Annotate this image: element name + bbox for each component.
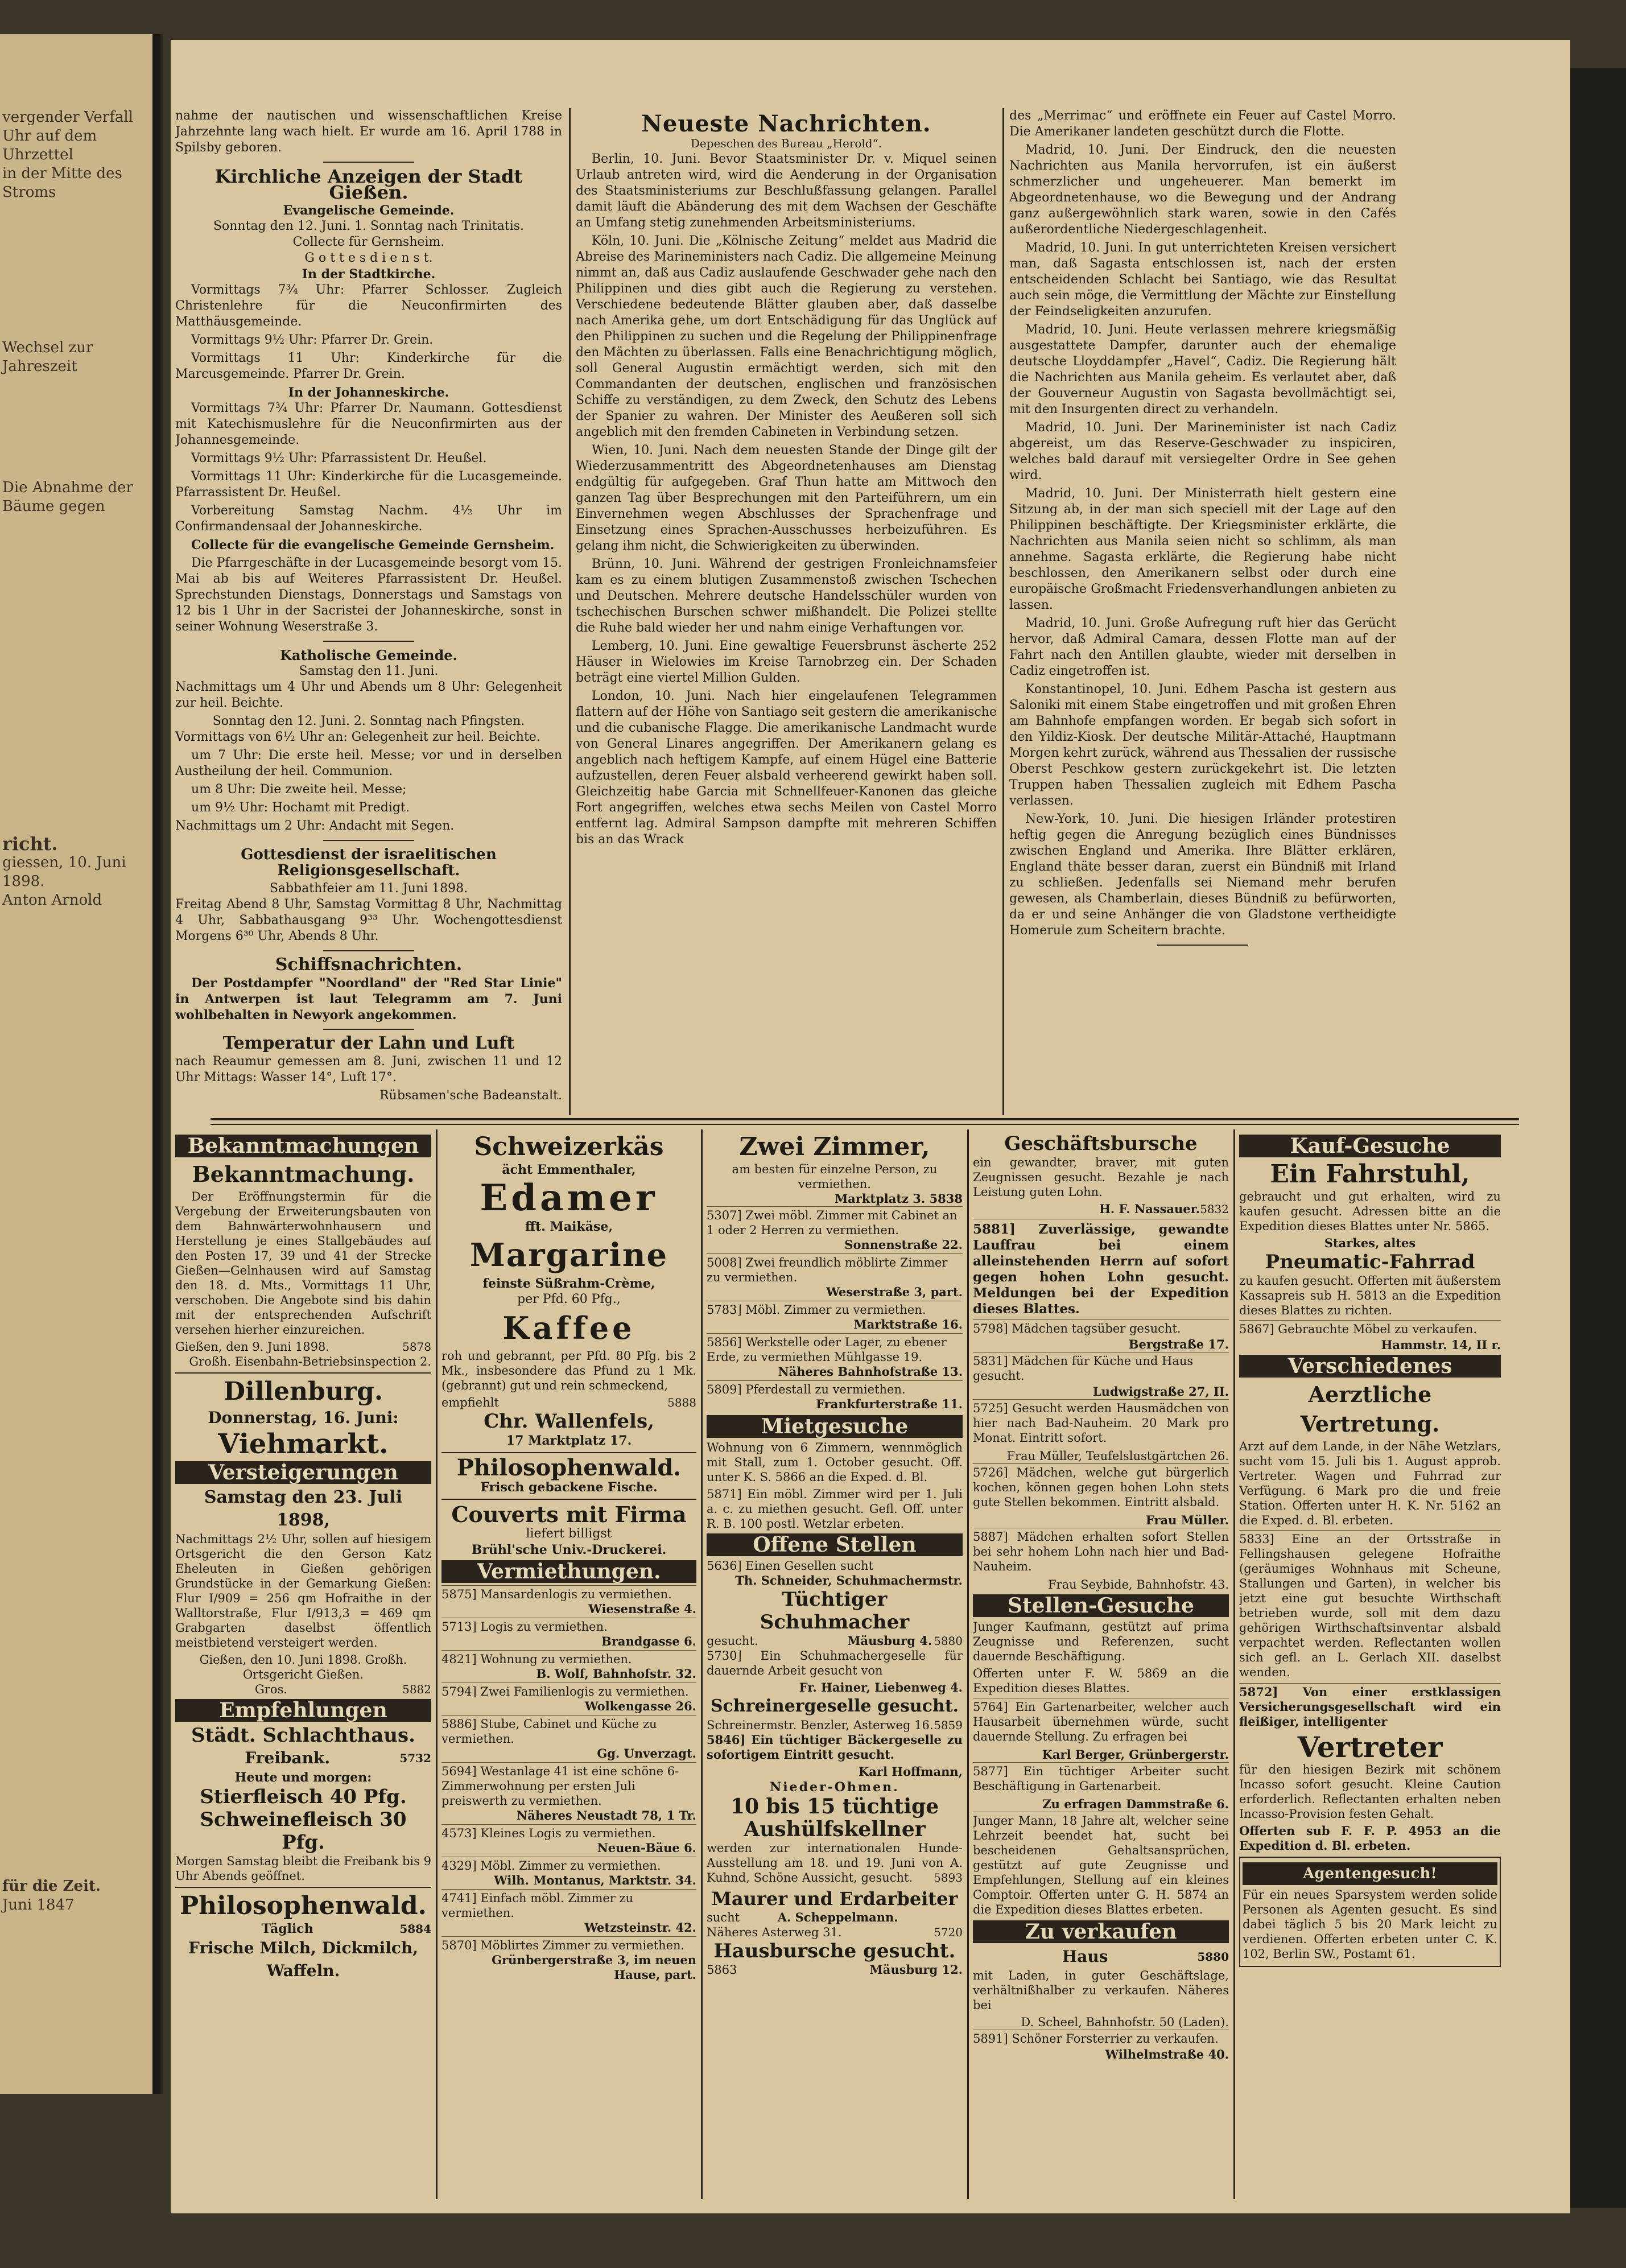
ad-text: Zwei Familienlogis zu vermiethen. <box>480 1685 689 1698</box>
section-banner: Versteigerungen <box>175 1461 431 1484</box>
ad-number: 4329] <box>441 1859 477 1873</box>
ad-text: fft. Maikäse, <box>525 1219 613 1234</box>
fragment: Uhr auf dem Uhrzettel <box>2 127 97 163</box>
ad-text: Frisch gebackene Fische. <box>480 1480 658 1495</box>
section-banner: Kauf-Gesuche <box>1239 1135 1501 1157</box>
news-item: Madrid, 10. Juni. Große Aufregung ruft hier das Gerücht hervor, daß Admiral Camara, dessen Flotte man auf der Fahrt nach den Antillen glaubte, wieder mit derselben in Cadiz eingetroffen ist. <box>1009 616 1396 678</box>
service-item: Vormittags 7¾ Uhr: Pfarrer Dr. Naumann. Gottesdienst mit Katechismuslehre für die Neuconfirmirten aus der Johannesgemeinde. <box>175 401 562 447</box>
ad-address: Mäusburg 4. <box>847 1634 932 1648</box>
ad-address: Bergstraße 17. <box>1128 1337 1229 1351</box>
ad-signature: Schreinermstr. Benzler, Asterweg 16. <box>707 1718 934 1732</box>
ad-signature: Frau Müller, Teufelslustgärtchen 26. <box>1006 1449 1229 1463</box>
section-banner: Agentengesuch! <box>1243 1862 1497 1885</box>
ad-signature: Großh. Eisenbahn-Betriebsinspection 2. <box>189 1355 431 1368</box>
ad-text: sucht <box>707 1911 740 1924</box>
ad-text: Starkes, altes <box>1324 1236 1416 1250</box>
collecte-line: Collecte für Gernsheim. <box>292 235 445 249</box>
news-item: Madrid, 10. Juni. Heute verlassen mehrere kriegsmäßig ausgestattete Dampfer, darunter auch der ehemalige deutsche Lloyddampfer „Havel“, Cadiz. Die Regierung hält die Nachrichten aus Manila geheim. Es verlautet aber, daß der Gouverneur Augustin von Sagasta bevollmächtigt sei, mit den Insurgenten direct zu verhandeln. <box>1009 323 1396 417</box>
ad-text: zu kaufen gesucht. Offerten mit äußerstem Kassapreis sub H. 5813 an die Expedition dieses Blattes zu richten. <box>1239 1274 1501 1317</box>
ad-title: Kaffee <box>502 1310 635 1346</box>
service-heading: G o t t e s d i e n s t. <box>304 251 433 265</box>
service-item: Vormittags 11 Uhr: Kinderkirche für die Marcusgemeinde. Pfarrer Dr. Grein. <box>175 351 562 381</box>
section-banner: Zu verkaufen <box>973 1920 1229 1943</box>
ad-text: 5833] Eine an der Ortsstraße in Fellingshausen gelegene Hofraithe (geräumiges Wohnhaus mit Scheune, Stallungen und Garten), in welcher bis jetzt eine gut besuchte Wirthschaft betrieben wurde, soll mit dem dazu gehörigen Wirthschaftsinventar alsbald verpachtet werden. Reflectanten wollen sich gefl. an L. Gerlach XII. daselbst wenden. <box>1239 1530 1501 1681</box>
fragment: vergender Verfall <box>2 109 133 126</box>
ad-signature: Gießen, den 9. Juni 1898. <box>175 1340 330 1354</box>
service-item: Vorbereitung Samstag Nachm. 4½ Uhr im Confirmandensaal der Johanneskirche. <box>175 504 562 534</box>
ad-text: Morgen Samstag bleibt die Freibank bis 9 Uhr Abends geöffnet. <box>175 1854 431 1883</box>
newspaper-page <box>171 40 1570 2213</box>
ad-title: Hausbursche gesucht. <box>713 1940 956 1962</box>
list-item <box>707 1253 963 1301</box>
service-item: Vormittags 7¾ Uhr: Pfarrer Schlosser. Zugleich Christenlehre für die Neuconfirmirten des Matthäusgemeinde. <box>175 283 562 329</box>
ad-signature: A. Scheppelmann. <box>777 1910 898 1924</box>
list-item <box>441 1824 696 1857</box>
ad-text: 17 Marktplatz 17. <box>506 1433 632 1448</box>
fragment: giessen, 10. Juni 1898. <box>2 854 126 890</box>
ad-title: Viehmarkt. <box>218 1428 389 1460</box>
ad-address: Grünbergerstraße 3, im neuen Hause, part. <box>492 1953 696 1982</box>
list-item <box>441 1683 696 1715</box>
ad-title: Aerztliche Vertretung. <box>1300 1382 1440 1437</box>
ad-number: 5893 <box>934 1871 963 1884</box>
temperature-text: nach Reaumur gemessen am 8. Juni, zwischen 11 und 12 Uhr Mittags: Wasser 14°, Luft 17°. <box>175 1054 562 1084</box>
ad-text: 5798] Mädchen tagsüber gesucht. <box>973 1319 1229 1337</box>
ad-number: 5008] <box>707 1256 742 1269</box>
ad-number: 5884 <box>399 1922 431 1936</box>
news-item: Konstantinopel, 10. Juni. Edhem Pascha ist gestern aus Saloniki mit einem Stabe eingetroffen und mit großen Ehren am Bahnhofe empfangen worden. Er begab sich sofort in den Yildiz-Kiosk. Der deutsche Militär-Attaché, Hauptmann Morgen kehrt zurück, während aus Thessalien der russische Oberst Peschkow gestern zurückgekehrt ist. Die letzten Truppen haben Thessalien zugleich mit Edhem Pascha verlassen. <box>1009 682 1396 808</box>
johannes-heading: In der Johanneskirche. <box>288 385 449 400</box>
ad-title: 10 bis 15 tüchtige Aushülfskellner <box>730 1795 939 1841</box>
catholic-heading: Katholische Gemeinde. <box>280 647 457 663</box>
book-cover-edge <box>1570 68 1626 2208</box>
news-item: Köln, 10. Juni. Die „Kölnische Zeitung“ meldet aus Madrid die Abreise des Marineministers nach Cadiz. Die allgemeine Meinung nimmt an, daß aus Cadiz auslaufende Geschwader gehe nach den Philippinen und dies gibt auch die Regierung zu verstehen. Verschiedene bedeutende Blätter glauben aber, daß dasselbe nach Amerika gehe, um dort Entschädigung für das Unglück auf den Philippinen zu suchen und die Regelung der Philippinenfrage den Mächten zu überlassen. Falls eine Benachrichtigung möglich, soll General Augustin ermächtigt werden, sich mit den Commandanten der deutschen, englischen und französischen Schiffe zu verständigen, zu dem Zweck, den Schutz des Lebens der Spanier zu wahren. Der Minister des Aeußeren soll sich angeblich mit den fremden Cabineten in Verbindung setzen. <box>576 234 997 439</box>
temperature-source: Rübsamen'sche Badeanstalt. <box>379 1088 562 1103</box>
ad-number: 4821] <box>441 1652 477 1666</box>
ad-title: Geschäftsbursche <box>1004 1132 1198 1155</box>
fragment: Bäume gegen <box>2 498 105 515</box>
ad-text: Arzt auf dem Lande, in der Nähe Wetzlars, sucht vom 15. Juli bis 1. August approb. Vertreter. Wagen und Fuhrrad zur Verfügung. 6 Mark pro die und freie Station. Offerten unter H. K. Nr. 5162 an die Exped. d. Bl. erbeten. <box>1239 1440 1501 1527</box>
ad-address: Hammstr. 14, II r. <box>1381 1338 1501 1352</box>
evangelical-heading: Evangelische Gemeinde. <box>283 203 455 218</box>
ad-text: 5891] Schöner Forsterrier zu verkaufen. <box>973 2030 1229 2047</box>
ad-text: Heute und morgen: <box>234 1770 372 1785</box>
ad-number: 5783] <box>707 1303 742 1317</box>
column-rule <box>1233 1129 1235 2199</box>
israel-title: Gottesdienst der israelitischen Religionsgesellschaft. <box>241 846 497 879</box>
ads-column-4 <box>973 1132 1229 2202</box>
ad-text: Zwei freundlich möblirte Zimmer zu vermiethen. <box>707 1256 948 1284</box>
ad-number: 5856] <box>707 1335 742 1349</box>
ad-signature: Fr. Hainer, Liebenweg 4. <box>799 1680 963 1694</box>
ad-address: Mäusburg 12. <box>869 1962 963 1977</box>
ad-title: Chr. Wallenfels, <box>484 1410 654 1433</box>
ad-signature: Karl Hoffmann, <box>859 1764 963 1779</box>
fragment: in der Mitte des Stroms <box>2 165 122 201</box>
ad-address: Gg. Unverzagt. <box>597 1746 696 1760</box>
sunday-line: Sonntag den 12. Juni. 1. Sonntag nach Trinitatis. <box>213 219 525 233</box>
ad-signature: Karl Berger, Grünbergerstr. <box>1042 1747 1229 1762</box>
ad-text: per Pfd. 60 Pfg., <box>517 1292 621 1306</box>
ad-number: 5863 <box>707 1963 737 1977</box>
ad-text: liefert billigst <box>526 1527 612 1541</box>
ad-address: Zu erfragen Dammstraße 6. <box>1042 1797 1229 1811</box>
section-rule <box>211 1124 1519 1125</box>
ad-address: Wilhelmstraße 40. <box>1105 2047 1229 2061</box>
news-item: Lemberg, 10. Juni. Eine gewaltige Feuersbrunst äscherte 252 Häuser in Wielowies im Kreise Tarnobrzeg ein. Der Schaden beträgt eine viertel Million Gulden. <box>576 639 997 685</box>
ad-text: Logis zu vermiethen. <box>480 1620 608 1634</box>
ad-address: Neuen-Bäue 6. <box>597 1841 696 1855</box>
ad-number: 5886] <box>441 1717 477 1731</box>
ad-text: Mansardenlogis zu vermiethen. <box>480 1587 672 1601</box>
ad-number: 5732 <box>399 1751 431 1765</box>
ad-text: Möblirtes Zimmer zu vermiethen. <box>480 1939 685 1952</box>
ad-text: gesucht. <box>707 1634 758 1648</box>
ad-subtitle: Donnerstag, 16. Juni: <box>208 1408 399 1427</box>
section-banner: Stellen-Gesuche <box>973 1594 1229 1617</box>
ad-title: Schreinergeselle gesucht. <box>710 1696 959 1716</box>
ad-text: Kleines Logis zu vermiethen. <box>480 1826 656 1840</box>
ad-address: Ludwigstraße 27, II. <box>1092 1384 1229 1399</box>
ad-subtitle: Freibank. <box>245 1749 331 1767</box>
column-rule <box>701 1129 703 2199</box>
service-item: Vormittags 9½ Uhr: Pfarrassistent Dr. Heußel. <box>191 451 487 465</box>
service-item: um 9½ Uhr: Hochamt mit Predigt. <box>191 801 410 815</box>
agent-box <box>1239 1857 1501 1967</box>
divider <box>323 950 414 951</box>
ad-title: Couverts mit Firma <box>451 1502 687 1527</box>
news-item: New-York, 10. Juni. Die hiesigen Irländer protestiren heftig gegen die Anregung bezüglich eines Bündnisses zwischen England und Amerika. Ihre Blätter erklären, England thäte besser daran, zuerst ein Bündniß mit Irland zu schließen. Jedenfalls sei Niemand mehr berufen gewesen, als Chamberlain, dieses Bündniß zu befürworten, da er und seine Anhänger die von Gladstone vertheidigte Homerule zum Scheitern brachte. <box>1009 812 1396 938</box>
ad-signature: Gros. <box>255 1683 287 1696</box>
news-item: Madrid, 10. Juni. Der Ministerrath hielt gestern eine Sitzung ab, in der man sich speciell mit der Lage auf den Philippinen beschäftigte. Der Kriegsminister erklärte, die Nachrichten aus Manila seien nicht so schlimm, als man annehme. Sagasta erklärte, die Regierung habe nicht beschlossen, den Amerikanern selbst oder durch eine europäische Großmacht Friedensverhandlungen anbieten zu lassen. <box>1009 486 1396 612</box>
ad-text: Der Eröffnungstermin für die Vergebung der Erweiterungsbauten von dem Bahnwärterwohnhausern und Herstellung je eines Stallgebäudes auf den Posten 17, 39 und 41 der Strecke Gießen—Gelnhausen wird auf Samstag den 18. d. Mts., Vormittags 11 Uhr, verschoben. Die Angebote sind bis dahin mit der entsprechenden Aufschrift versehen hierher einzureichen. <box>175 1190 431 1337</box>
ad-text: Einfach möbl. Zimmer zu vermiethen. <box>441 1891 634 1920</box>
service-item: Vormittags 11 Uhr: Kinderkirche für die Lucasgemeinde. Pfarrassistent Dr. Heußel. <box>175 469 562 500</box>
service-item: Vormittags 9½ Uhr: Pfarrer Dr. Grein. <box>191 333 434 347</box>
ad-address: Wetzsteinstr. 42. <box>584 1920 696 1935</box>
news-item: Berlin, 10. Juni. Bevor Staatsminister Dr. v. Miquel seinen Urlaub antreten wird, wird die Aenderung in der Organisation des Staatsministeriums zur Beschlußfassung gelangen. Parallel damit läuft die Abänderung des mit dem Wachsen der Geschäfte an Umfang stetig zunehmenden Arbeitsministeriums. <box>576 152 997 230</box>
ad-title: Dillenburg. <box>223 1377 383 1406</box>
ad-number: 5713] <box>441 1620 477 1634</box>
ad-signature: Gießen, den 10. Juni 1898. Großh. Ortsgericht Gießen. <box>199 1653 407 1681</box>
ad-text: Möbl. Zimmer zu vermiethen. <box>480 1859 661 1873</box>
list-item <box>441 1650 696 1683</box>
ads-column-3 <box>707 1132 963 2202</box>
ad-number: 5794] <box>441 1685 477 1698</box>
list-item <box>441 1889 696 1936</box>
book-spine <box>152 34 160 2094</box>
ad-text: 5636] Einen Gesellen sucht <box>707 1559 874 1573</box>
intro-text: nahme der nautischen und wissenschaftlichen Kreise Jahrzehnte lang wach hielt. Er wurde am 16. April 1788 in Spilsby geboren. <box>175 109 562 155</box>
news-item: Madrid, 10. Juni. Der Eindruck, den die neuesten Nachrichten aus Manila hervorrufen, ist ein äußerst schmerzlicher und ungeheuerer. Man bemerkt im Abgeordnetenhause, wo die Bewegung und der Andrang ganz außergewöhnlich stark waren, sowie in den Cafés außerordentliche Niedergeschlagenheit. <box>1009 143 1396 237</box>
ad-text: Offerten sub F. F. P. 4953 an die Expedition d. Bl. erbeten. <box>1239 1824 1501 1853</box>
ad-signature: Frau Seybide, Bahnhofstr. 43. <box>1047 1578 1229 1591</box>
ad-number: 5307] <box>707 1209 742 1222</box>
ad-text: 5764] Ein Gartenarbeiter, welcher auch Hausarbeit übernehmen würde, sucht dauernde Stellung. Zu erfragen bei <box>973 1698 1229 1745</box>
small-ad-list <box>707 1206 963 1413</box>
ad-number: 5809] <box>707 1383 742 1396</box>
ad-text: Westanlage 41 ist eine schöne 6-Zimmerwohnung per ersten Juli preiswerth zu vermiethen. <box>441 1764 679 1808</box>
news-item: Madrid, 10. Juni. In gut unterrichteten Kreisen versichert man, daß Sagasta entschlossen ist, nach der ersten entscheidenden Schlacht bei Santiago, wie das Resultat auch sein möge, die Vermittlung der Mächte zur Einstellung der Feindseligkeiten anzurufen. <box>1009 241 1396 319</box>
ad-text: empfiehlt <box>441 1396 499 1409</box>
ad-price: Stierfleisch 40 Pfg. <box>200 1785 407 1808</box>
ad-text: 5730] Ein Schuhmachergeselle für dauernde Arbeit gesucht von <box>707 1649 963 1677</box>
service-item: Samstag den 11. Juni. <box>299 664 439 678</box>
ad-title: Philosophenwald. <box>180 1891 427 1920</box>
ad-title: Bekanntmachung. <box>192 1161 415 1187</box>
ad-text: Junger Kaufmann, gestützt auf prima Zeugnisse und Referenzen, sucht dauernde Beschäftigung. <box>973 1620 1229 1663</box>
list-item <box>441 1618 696 1650</box>
ad-title: Maurer und Erdarbeiter <box>711 1888 958 1910</box>
temperature-title: Temperatur der Lahn und Luft <box>222 1033 515 1053</box>
service-item: Vormittags von 6½ Uhr an: Gelegenheit zur heil. Beichte. <box>175 730 540 744</box>
ad-text: ein gewandter, braver, mit guten Zeugnissen gesucht. Bezahle je nach Leistung guten Lohn. <box>973 1156 1229 1199</box>
ad-address: Weserstraße 3, part. <box>826 1285 963 1299</box>
ad-text: 5881] Zuverlässige, gewandte Lauffrau bei einem alleinstehenden Herrn auf sofort gegen hohen Lohn gesucht. Meldungen bei der Expedition dieses Blattes. <box>973 1222 1229 1317</box>
service-item: um 8 Uhr: Die zweite heil. Messe; <box>191 782 407 797</box>
list-item <box>441 1715 696 1762</box>
section-banner: Verschiedenes <box>1239 1355 1501 1378</box>
ad-address: Nieder-Ohmen. <box>770 1780 899 1795</box>
ad-address: Wiesenstraße 4. <box>588 1602 696 1616</box>
list-item <box>707 1333 963 1380</box>
news-title: Neueste Nachrichten. <box>641 110 931 137</box>
ad-address: Sonnenstraße 22. <box>844 1238 963 1252</box>
ad-text: ächt Emmenthaler, <box>502 1162 636 1177</box>
ad-text: 5725] Gesucht werden Hausmädchen von hier nach Bad-Nauheim. 20 Mark pro Monat. Eintritt sofort. <box>973 1399 1229 1446</box>
service-item: Nachmittags um 4 Uhr und Abends um 8 Uhr: Gelegenheit zur heil. Beichte. <box>175 680 562 710</box>
ad-number: 5880 <box>1197 1950 1229 1964</box>
ad-title: Haus <box>1062 1947 1108 1966</box>
ship-text: Der Postdampfer "Noordland" der "Red Star Linie" in Antwerpen ist laut Telegramm am 7. Juni wohlbehalten in Newyork angekommen. <box>175 976 562 1022</box>
list-item <box>707 1380 963 1413</box>
ad-title: Zwei Zimmer, <box>739 1132 930 1161</box>
ad-text: roh und gebrannt, per Pfd. 80 Pfg. bis 2 Mk., insbesondere das Pfund zu 1 Mk. (gebrannt) gut und rein schmeckend, <box>441 1349 696 1392</box>
list-item <box>441 1857 696 1889</box>
ad-number: 5878 <box>402 1340 431 1354</box>
ad-text: 5726] Mädchen, welche gut bürgerlich kochen, können gegen hohen Lohn stets gute Stellen bekommen. Eintritt alsbald. <box>973 1463 1229 1511</box>
ad-text: Brühl'sche Univ.-Druckerei. <box>471 1543 667 1557</box>
left-page-edge <box>0 34 163 2094</box>
ad-signature: H. F. Nassauer. <box>1099 1202 1200 1216</box>
ad-address: Marktplatz 3. <box>834 1191 926 1206</box>
news-item: Brünn, 10. Juni. Während der gestrigen Fronleichnamsfeier kam es zu einem blutigen Zusammenstoß zwischen Tschechen und Deutschen. Mehrere deutsche Handelsschüler wurden von tschechischen Burschen schwer mißhandelt. Die Polizei stellte die Ruhe bald wieder her und nahm einige Verhaftungen vor. <box>576 557 997 635</box>
ad-text: Wohnung von 6 Zimmern, wennmöglich mit Stall, zum 1. October gesucht. Off. unter K. S. 5866 an die Exped. d. Bl. <box>707 1441 963 1484</box>
ad-text: Nachmittags 2½ Uhr, sollen auf hiesigem Ortsgericht die den Gerson Katz Eheleuten in Gießen gehörigen Grundstücke in der Gemarkung Gießen: Flur I/909 = 256 qm Hofraithe in der Walltorstraße, Flur I/913,3 = 469 qm Grabgarten daselbst öffentlich meistbietend versteigert werden. <box>175 1532 431 1650</box>
ad-text: Möbl. Zimmer zu vermiethen. <box>745 1303 926 1317</box>
fragment: Die Abnahme der <box>2 479 133 496</box>
service-item: Nachmittags um 2 Uhr: Andacht mit Segen. <box>175 819 455 833</box>
section-banner: Empfehlungen <box>175 1699 431 1722</box>
ad-number: 4741] <box>441 1891 477 1905</box>
service-item: um 7 Uhr: Die erste heil. Messe; vor und in derselben Austheilung der heil. Communion. <box>175 748 562 778</box>
ad-address: Frankfurterstraße 11. <box>816 1397 963 1411</box>
ad-text: Werkstelle oder Lager, zu ebener Erde, zu vermiethen Mühlgasse 19. <box>707 1335 947 1364</box>
column-rule <box>1002 108 1004 1115</box>
column-rule <box>569 108 571 1115</box>
left-page-fragments <box>2 108 150 1915</box>
news-item: Madrid, 10. Juni. Der Marineminister ist nach Cadiz abgereist, um das Reserve-Geschwader zu inspiciren, welches bald darauf mit versiegelter Ordre in See gehen wird. <box>1009 420 1396 483</box>
ad-text: 5887] Mädchen erhalten sofort Stellen bei sehr hohem Lohn nach hier und Bad-Nauheim. <box>973 1528 1229 1575</box>
ads-column-1 <box>175 1132 431 2202</box>
ad-number: 5720 <box>934 1925 963 1939</box>
ad-text: Zwei möbl. Zimmer mit Cabinet an 1 oder 2 Herren zu vermiethen. <box>707 1209 958 1237</box>
divider <box>1157 945 1248 946</box>
ad-text: 5846] Ein tüchtiger Bäckergeselle zu sofortigem Eintritt gesucht. <box>707 1733 963 1762</box>
ad-text: 5871] Ein möbl. Zimmer wird per 1. Juli a. c. zu miethen gesucht. Gefl. Off. unter R. B. 100 postl. Wetzlar erbeten. <box>707 1487 963 1531</box>
section-banner: Vermiethungen. <box>441 1560 696 1583</box>
ad-number: 5694] <box>441 1764 477 1778</box>
divider <box>323 641 414 642</box>
ad-number: 5888 <box>667 1396 696 1409</box>
ad-text: für den hiesigen Bezirk mit schönem Incasso sofort gesucht. Kleine Caution erforderlich. Reflectanten erhalten neben Incasso-Provision festen Gehalt. <box>1239 1763 1501 1821</box>
column-news-continued <box>1009 108 1396 1110</box>
column-rule <box>967 1129 969 2199</box>
ad-address: Näheres Bahnhofstraße 13. <box>778 1364 963 1379</box>
service-item: Sabbathfeier am 11. Juni 1898. <box>269 881 468 896</box>
list-item <box>441 1585 696 1618</box>
fragment: Anton Arnold <box>2 892 102 909</box>
church-title: Kirchliche Anzeigen der Stadt Gießen. <box>214 166 523 203</box>
ad-title: Pneumatic-Fahrrad <box>1265 1251 1475 1273</box>
section-rule <box>211 1118 1519 1120</box>
ad-text: Täglich <box>261 1921 313 1936</box>
ad-address: Wolkengasse 26. <box>584 1699 696 1713</box>
ad-signature: Frau Müller. <box>1145 1513 1229 1527</box>
ad-signature: D. Scheel, Bahnhofstr. 50 (Laden). <box>1021 2015 1229 2029</box>
ad-text: 5831] Mädchen für Küche und Haus gesucht. <box>973 1352 1229 1384</box>
service-item: Freitag Abend 8 Uhr, Samstag Vormittag 8 Uhr, Nachmittag 4 Uhr, Sabbathausgang 9³³ Uhr. Wochengottesdienst Morgens 6³⁰ Uhr, Abends 8 Uhr. <box>175 897 562 943</box>
rental-list <box>441 1585 696 1984</box>
ad-title: Vertreter <box>1297 1730 1443 1764</box>
ad-text: Für ein neues Sparsystem werden solide Personen als Agenten gesucht. Es sind dabei täglich 5 bis 20 Mark leicht zu verdienen. Offerten erbeten unter C. K. 102, Berlin SW., Postamt 61. <box>1243 1888 1497 1961</box>
ad-number: 5870] <box>441 1939 477 1952</box>
ad-address: Wilh. Montanus, Marktstr. 34. <box>494 1873 696 1887</box>
stadtkirche-heading: In der Stadtkirche. <box>302 267 436 282</box>
ad-address: Brandgasse 6. <box>601 1634 696 1648</box>
ad-title: Margarine <box>469 1236 668 1274</box>
ad-text: 5877] Ein tüchtiger Arbeiter sucht Beschäftigung in Gartenarbeit. <box>973 1762 1229 1795</box>
ad-address: Marktstraße 16. <box>853 1317 963 1331</box>
ad-text: mit Laden, in guter Geschäftslage, verhältnißhalber zu verkaufen. Näheres bei <box>973 1969 1229 2012</box>
ad-text: gebraucht und gut erhalten, wird zu kaufen gesucht. Adressen bitte an die Expedition dieses Blattes unter Nr. 5865. <box>1239 1190 1501 1233</box>
section-banner: Bekanntmachungen <box>175 1135 431 1157</box>
ad-text: Wohnung zu vermiethen. <box>480 1652 632 1666</box>
ad-text: 5872] Von einer erstklassigen Versicherungsgesellschaft wird ein fleißiger, intelligenter <box>1239 1683 1501 1730</box>
divider <box>323 840 414 841</box>
ad-title: Tüchtiger Schuhmacher <box>760 1588 910 1634</box>
ad-title: Samstag den 23. Juli 1898, <box>204 1487 403 1530</box>
section-banner: Mietgesuche <box>707 1415 963 1438</box>
ad-address: Näheres Asterweg 31. <box>707 1925 842 1939</box>
ad-price: Schweinefleisch 30 Pfg. <box>200 1808 407 1854</box>
ad-text: werden zur internationalen Hunde-Ausstellung am 18. und 19. Juni von A. Kuhnd, Schöne Aussicht, gesucht. <box>707 1841 963 1884</box>
news-item: des „Merrimac“ und eröffnete ein Feuer auf Castel Morro. Die Amerikaner landeten geschützt durch die Flotte. <box>1009 109 1396 139</box>
section-banner: Offene Stellen <box>707 1533 963 1556</box>
ad-signature: Th. Schneider, Schuhmachermstr. <box>735 1573 963 1587</box>
list-item <box>707 1206 963 1253</box>
service-item: Collecte für die evangelische Gemeinde Gernsheim. <box>191 538 555 552</box>
fragment: Juni 1847 <box>2 1896 75 1914</box>
service-item: Die Pfarrgeschäfte in der Lucasgemeinde besorgt vom 15. Mai ab bis auf Weiteres Pfarrassistent Dr. Heußel. Sprechstunden Dienstags, Donnerstags und Samstags von 12 bis 1 Uhr in der Sacristei der Johanneskirche, sonst in seiner Wohnung Weserstraße 3. <box>175 556 562 634</box>
ad-title: Edamer <box>480 1177 658 1219</box>
ad-text: feinste Süßrahm-Crème, <box>482 1276 655 1291</box>
ad-address: B. Wolf, Bahnhofstr. 32. <box>536 1667 696 1681</box>
column-rule <box>436 1129 438 2199</box>
ad-title: Philosophenwald. <box>456 1454 682 1481</box>
ads-column-2 <box>441 1132 696 2202</box>
column-latest-news <box>576 108 997 1110</box>
list-item <box>707 1301 963 1333</box>
ad-number: 5859 <box>934 1718 963 1732</box>
news-subtitle: Depeschen des Bureau „Herold“. <box>690 137 882 150</box>
ad-text: Frische Milch, Dickmilch, Waffeln. <box>188 1939 419 1980</box>
service-item: Sonntag den 12. Juni. 2. Sonntag nach Pfingsten. <box>212 714 525 728</box>
ad-number: 5880 <box>934 1634 963 1648</box>
divider <box>323 162 414 163</box>
ad-title: Städt. Schlachthaus. <box>191 1724 415 1747</box>
ad-number: 5882 <box>402 1683 431 1696</box>
fragment: für die Zeit. <box>2 1878 101 1895</box>
list-item <box>441 1762 696 1824</box>
ad-text: 5867] Gebrauchte Möbel zu verkaufen. <box>1239 1320 1501 1338</box>
fragment: richt. <box>2 833 58 855</box>
ad-number: 5875] <box>441 1587 477 1601</box>
divider <box>323 1029 414 1030</box>
ad-title: Schweizerkäs <box>474 1132 664 1161</box>
ad-text: am besten für einzelne Person, zu vermiethen. <box>732 1162 938 1191</box>
ship-title: Schiffsnachrichten. <box>275 955 463 975</box>
ad-number: 5832 <box>1200 1202 1229 1216</box>
ad-address: Näheres Neustadt 78, 1 Tr. <box>517 1808 696 1822</box>
ad-number: 5838 <box>929 1191 963 1206</box>
ads-column-5 <box>1239 1132 1501 2202</box>
ad-text: Pferdestall zu vermiethen. <box>745 1383 906 1396</box>
ad-number: 4573] <box>441 1826 477 1840</box>
fragment: Wechsel zur Jahreszeit <box>2 339 93 375</box>
list-item <box>441 1936 696 1984</box>
news-item: Wien, 10. Juni. Nach dem neuesten Stande der Dinge gilt der Wiederzusammentritt des Abgeordnetenhauses am Dienstag endgültig für aufgegeben. Graf Thun hatte am Mittwoch den ganzen Tag über Besprechungen mit den Parteiführern, um ein Einvernehmen wegen Abschlusses der Sprachenfrage und Einsetzung eines Sprachen-Ausschusses herbeizuführen. Es gelang ihm nicht, die Schwierigkeiten zu überwinden. <box>576 443 997 553</box>
news-item: London, 10. Juni. Nach hier eingelaufenen Telegrammen flattern auf der Höhe von Santiago seit gestern die amerikanische und die cubanische Flagge. Die amerikanische Landmacht wurde von General Linares angegriffen. Der Amerikanern gelang es angeblich nach heftigem Kampfe, auf einem Hügel eine Batterie aufzustellen, deren Feuer alsbald verheerend gewirkt haben soll. Gleichzeitig habe Garcia mit Schnellfeuer-Kanonen das gleiche Fort angegriffen, welches etwa sechs Meilen von Castel Morro entfernt lag. Admiral Sampson dampfte mit mehreren Schiffen bis an das Wrack <box>576 689 997 847</box>
ad-text: Stube, Cabinet und Küche zu vermiethen. <box>441 1717 657 1746</box>
ad-text: Junger Mann, 18 Jahre alt, welcher seine Lehrzeit beendet hat, sucht bei bescheidenen Gehaltsansprüchen, gestützt auf gute Zeugnisse und Empfehlungen, Stellung auf ein kleines Comptoir. Offerten unter G. H. 5874 an die Expedition dieses Blattes erbeten. <box>973 1812 1229 1918</box>
column-church-notices <box>175 108 562 1104</box>
ad-title: Ein Fahrstuhl, <box>1270 1160 1470 1189</box>
ad-text: Offerten unter F. W. 5869 an die Expedition dieses Blattes. <box>973 1667 1229 1695</box>
